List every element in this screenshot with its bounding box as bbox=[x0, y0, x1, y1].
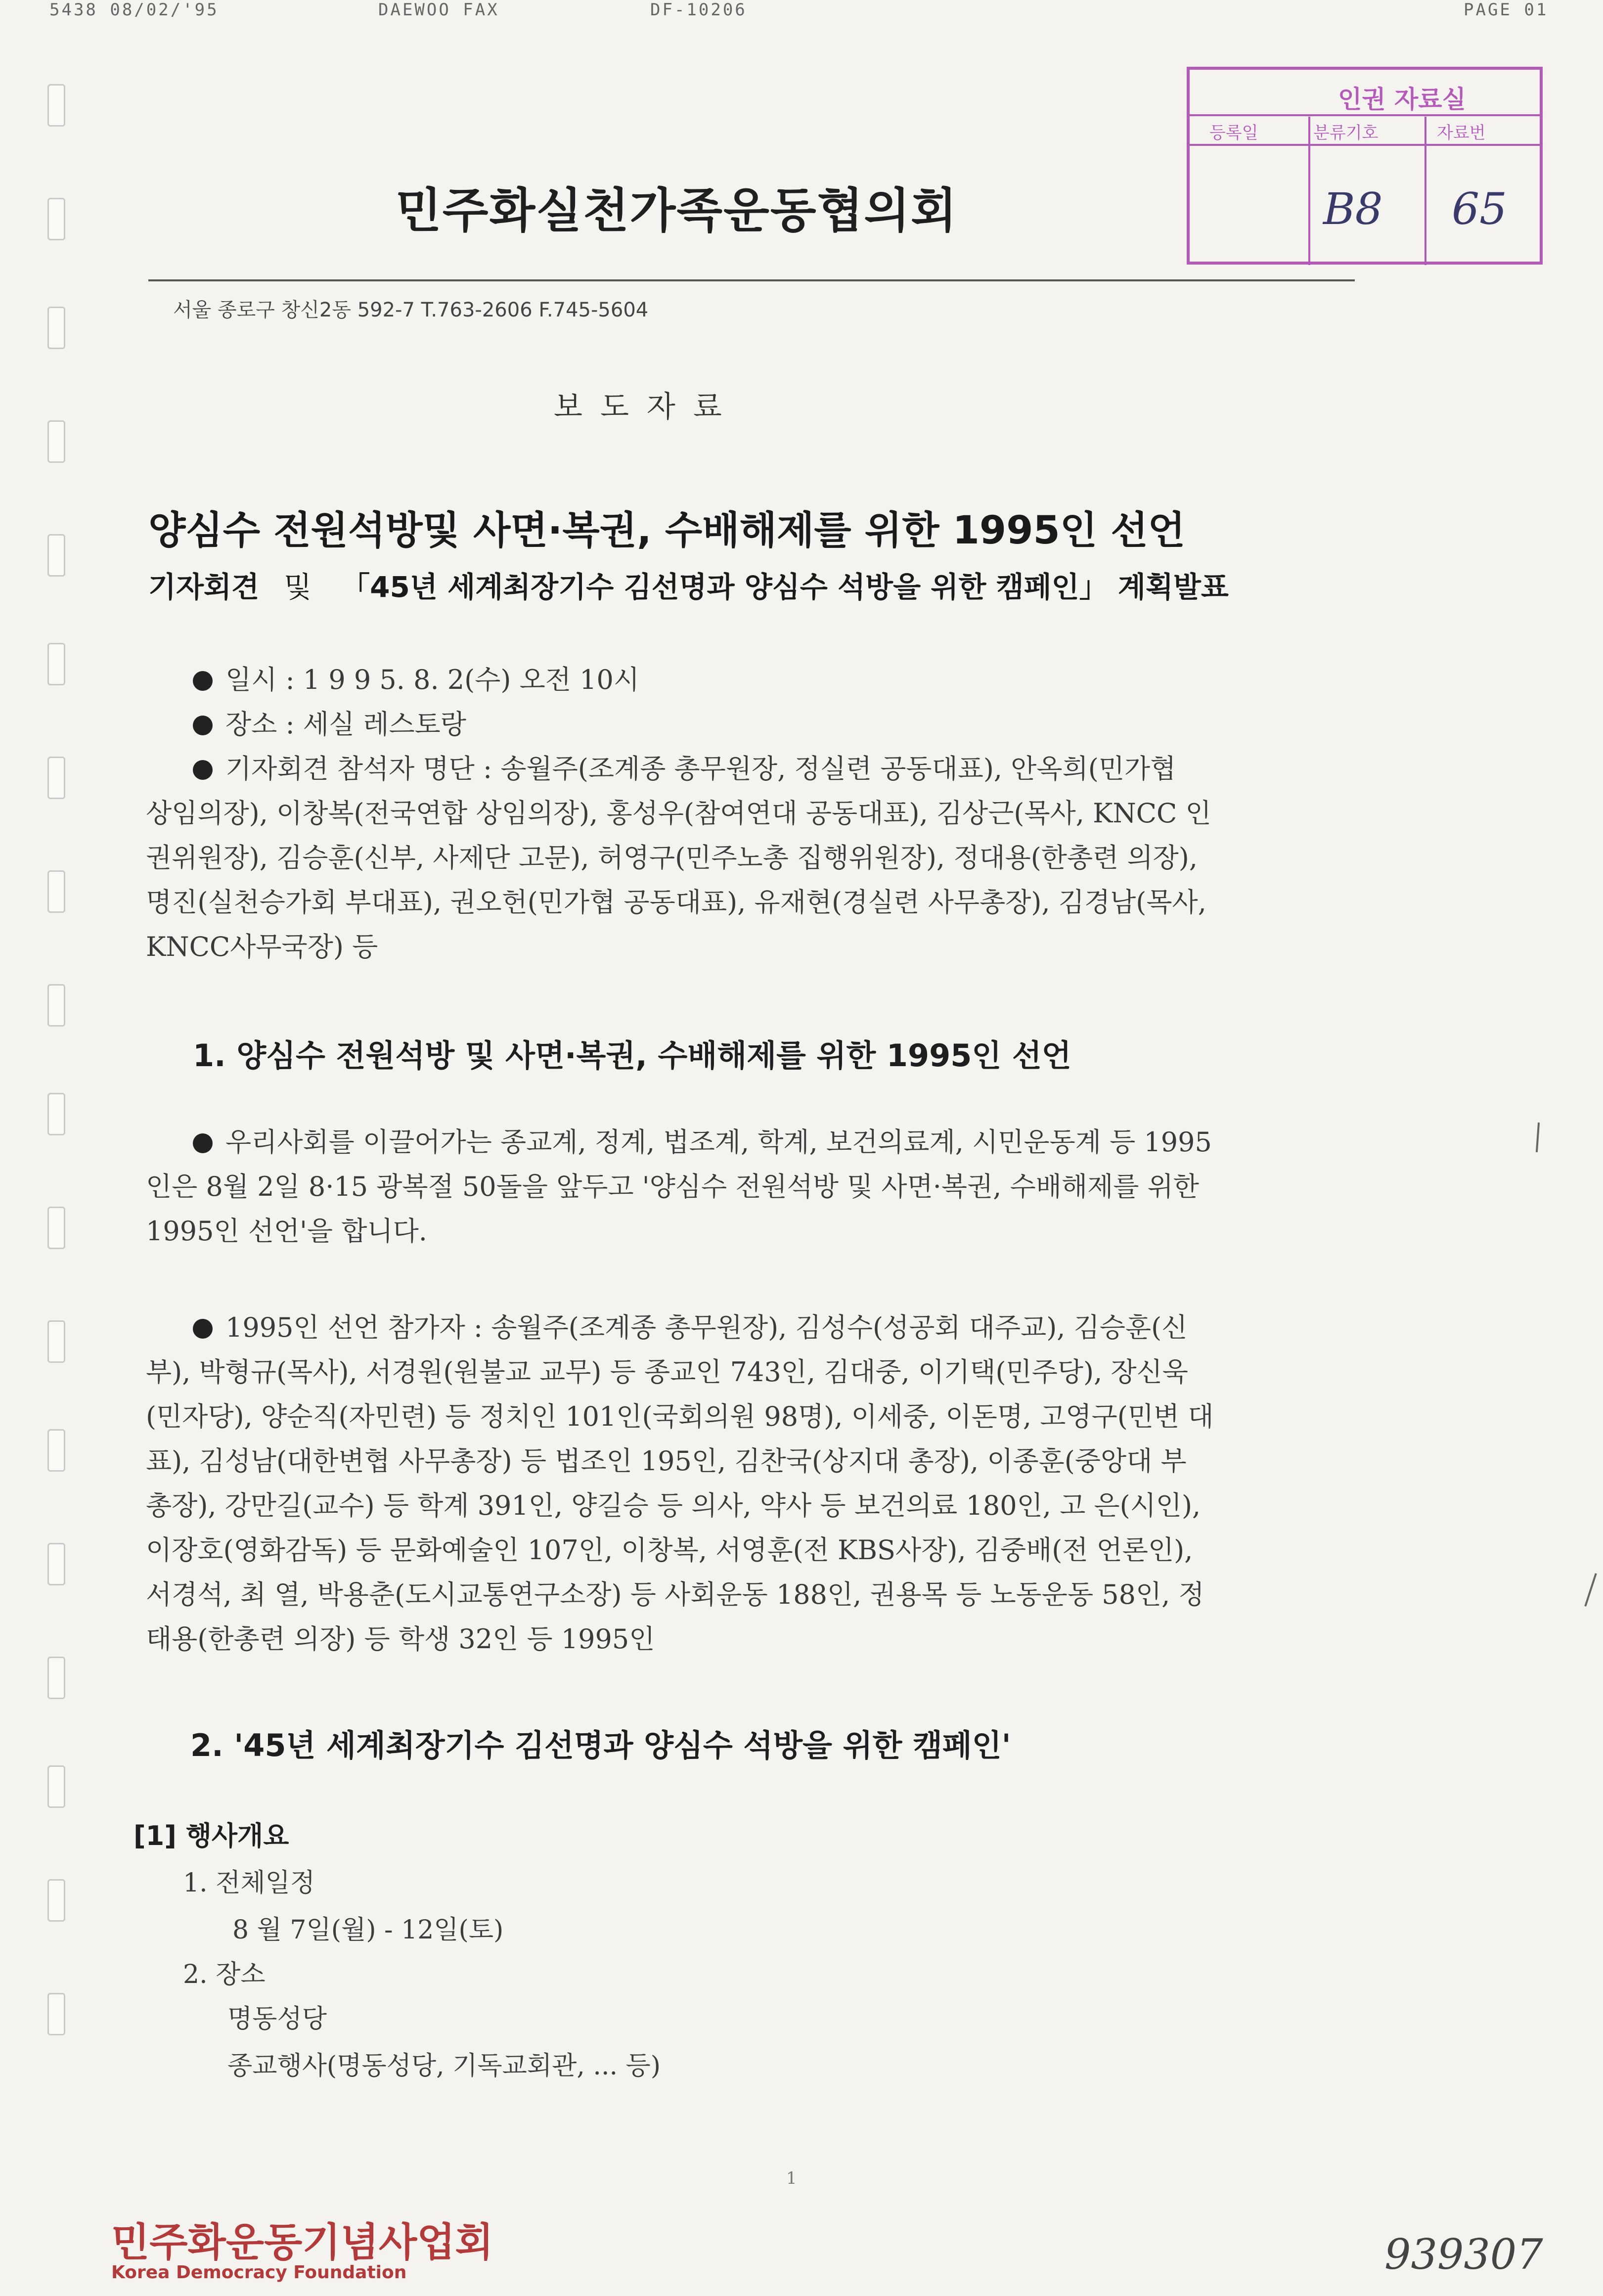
fax-header-model: DF-10206 bbox=[650, 0, 747, 20]
archive-stamp bbox=[1187, 67, 1543, 265]
para-line: 부), 박형규(목사), 서경원(원불교 교무) 등 종교인 743인, 김대중, 이기택(민주당), 장신욱 bbox=[146, 1356, 1188, 1388]
fax-header bbox=[49, 0, 1603, 20]
binder-hole bbox=[47, 643, 65, 685]
subtitle-part2: 「45년 세계최장기수 김선명과 양심수 석방을 위한 캠페인」 계획발표 bbox=[341, 570, 1229, 604]
binder-hole bbox=[47, 870, 65, 913]
binder-hole bbox=[47, 1879, 65, 1922]
info-attendees bbox=[193, 747, 1176, 791]
foundation-logo: 민주화운동기념사업회 bbox=[111, 2219, 493, 2265]
bullet-icon bbox=[193, 760, 213, 780]
para-line: 1995인 선언 참가자 : 송월주(조계종 총무원장), 김성수(성공회 대주교), 김승훈(신 bbox=[225, 1312, 1188, 1343]
bullet-icon bbox=[193, 716, 213, 735]
subtitle bbox=[148, 564, 1229, 605]
section1-para2 bbox=[193, 1306, 1187, 1350]
binder-hole bbox=[47, 307, 65, 349]
schedule-detail: 8 월 7일(월) - 12일(토) bbox=[232, 1915, 504, 1945]
para-line: (민자당), 양순직(자민련) 등 정치인 101인(국회의원 98명), 이세중, 이돈명, 고영구(민변 대 bbox=[146, 1401, 1214, 1432]
binder-hole bbox=[47, 1429, 65, 1472]
stamp-title: 인권 자료실 bbox=[1338, 85, 1466, 114]
page-mark: 1 bbox=[786, 2168, 797, 2188]
stamp-value-class: B8 bbox=[1323, 183, 1383, 234]
place-detail: 명동성당 bbox=[227, 2004, 327, 2034]
para-line: 인은 8월 2일 8·15 광복절 50돌을 앞두고 '양심수 전원석방 및 사면·복권, 수배해제를 위한 bbox=[146, 1171, 1199, 1202]
bullet-icon bbox=[193, 671, 213, 691]
stamp-header-class: 분류기호 bbox=[1313, 123, 1379, 143]
binder-hole bbox=[47, 84, 65, 127]
place-label: 2. 장소 bbox=[183, 1960, 266, 1989]
margin-mark bbox=[1584, 1573, 1597, 1607]
binder-hole bbox=[47, 984, 65, 1027]
binder-hole bbox=[47, 1765, 65, 1808]
para-line: 총장), 강만길(교수) 등 학계 391인, 양길승 등 의사, 약사 등 보건의료 180인, 고 은(시인), bbox=[146, 1490, 1201, 1521]
para-line: 우리사회를 이끌어가는 종교계, 정계, 법조계, 학계, 보건의료계, 시민운동계 등 1995 bbox=[225, 1126, 1212, 1158]
section2-heading: 2. '45년 세계최장기수 김선명과 양심수 석방을 위한 캠페인' bbox=[190, 1727, 1011, 1763]
stamp-value-number: 65 bbox=[1452, 183, 1507, 234]
subtitle-connector: 및 bbox=[284, 570, 312, 604]
bullet-icon bbox=[193, 1319, 213, 1339]
para-line: 표), 김성남(대한변협 사무총장) 등 법조인 195인, 김찬국(상지대 총장), 이종훈(중앙대 부 bbox=[146, 1445, 1187, 1477]
attendees-line: 상임의장), 이창복(전국연합 상임의장), 홍성우(참여연대 공동대표), 김상근(목사, KNCC 인 bbox=[146, 798, 1211, 829]
para-line: 1995인 선언'을 합니다. bbox=[146, 1216, 427, 1247]
place-detail: 종교행사(명동성당, 기독교회관, ... 등) bbox=[227, 2051, 661, 2081]
handwritten-number: 939307 bbox=[1384, 2230, 1543, 2279]
bullet-icon bbox=[193, 1133, 213, 1153]
section2-subheading: [1] 행사개요 bbox=[134, 1820, 289, 1851]
letterhead-rule bbox=[148, 279, 1355, 281]
para-line: 이장호(영화감독) 등 문화예술인 107인, 이창복, 서영훈(전 KBS사장), 김중배(전 언론인), bbox=[146, 1534, 1193, 1566]
stamp-divider bbox=[1190, 144, 1540, 146]
fax-header-page: PAGE 01 bbox=[1464, 0, 1549, 20]
attendees-label: 기자회견 참석자 명단 : bbox=[225, 753, 492, 784]
stamp-header-number: 자료번 bbox=[1437, 123, 1486, 143]
organization-address: 서울 종로구 창신2동 592-7 T.763-2606 F.745-5604 bbox=[173, 299, 649, 321]
margin-mark bbox=[1536, 1123, 1540, 1152]
stamp-divider bbox=[1308, 117, 1310, 265]
fax-header-machine: DAEWOO FAX bbox=[378, 0, 499, 20]
binder-hole bbox=[47, 1657, 65, 1699]
attendees-line: 송월주(조계종 총무원장, 정실련 공동대표), 안옥희(민가협 bbox=[500, 753, 1176, 784]
binder-hole bbox=[47, 1543, 65, 1585]
section1-heading: 1. 양심수 전원석방 및 사면·복권, 수배해제를 위한 1995인 선언 bbox=[193, 1037, 1071, 1074]
schedule-label: 1. 전체일정 bbox=[183, 1868, 315, 1898]
binder-hole bbox=[47, 198, 65, 240]
subtitle-part1: 기자회견 bbox=[148, 570, 260, 604]
fax-header-left: 5438 08/02/'95 bbox=[49, 0, 219, 20]
binder-hole bbox=[47, 1320, 65, 1363]
para-line: 태용(한총련 의장) 등 학생 32인 등 1995인 bbox=[146, 1623, 655, 1655]
binder-hole bbox=[47, 420, 65, 463]
binder-hole bbox=[47, 757, 65, 799]
info-datetime-text: 일시 : 1 9 9 5. 8. 2(수) 오전 10시 bbox=[225, 664, 639, 695]
attendees-line: 권위원장), 김승훈(신부, 사제단 고문), 허영구(민주노총 집행위원장), 정대용(한총련 의장), bbox=[146, 842, 1198, 873]
document-type: 보도자료 bbox=[554, 390, 740, 424]
stamp-header-date: 등록일 bbox=[1209, 123, 1258, 143]
foundation-logo-english: Korea Democracy Foundation bbox=[111, 2262, 407, 2283]
info-place-text: 장소 : 세실 레스토랑 bbox=[225, 709, 466, 740]
stamp-divider bbox=[1190, 114, 1540, 116]
attendees-line: KNCC사무국장) 등 bbox=[146, 931, 378, 962]
binder-hole bbox=[47, 1993, 65, 2035]
binder-hole bbox=[47, 534, 65, 577]
stamp-divider bbox=[1425, 117, 1426, 265]
info-datetime bbox=[193, 658, 639, 702]
section1-para1 bbox=[193, 1120, 1212, 1165]
info-place bbox=[193, 702, 466, 747]
para-line: 서경석, 최 열, 박용춘(도시교통연구소장) 등 사회운동 188인, 권용목 등 노동운동 58인, 정 bbox=[146, 1579, 1204, 1610]
main-title: 양심수 전원석방및 사면·복권, 수배해제를 위한 1995인 선언 bbox=[148, 508, 1185, 553]
organization-name: 민주화실천가족운동협의회 bbox=[396, 183, 958, 238]
binder-hole bbox=[47, 1093, 65, 1135]
binder-hole bbox=[47, 1207, 65, 1249]
attendees-line: 명진(실천승가회 부대표), 권오헌(민가협 공동대표), 유재현(경실련 사무총장), 김경남(목사, bbox=[146, 887, 1206, 918]
